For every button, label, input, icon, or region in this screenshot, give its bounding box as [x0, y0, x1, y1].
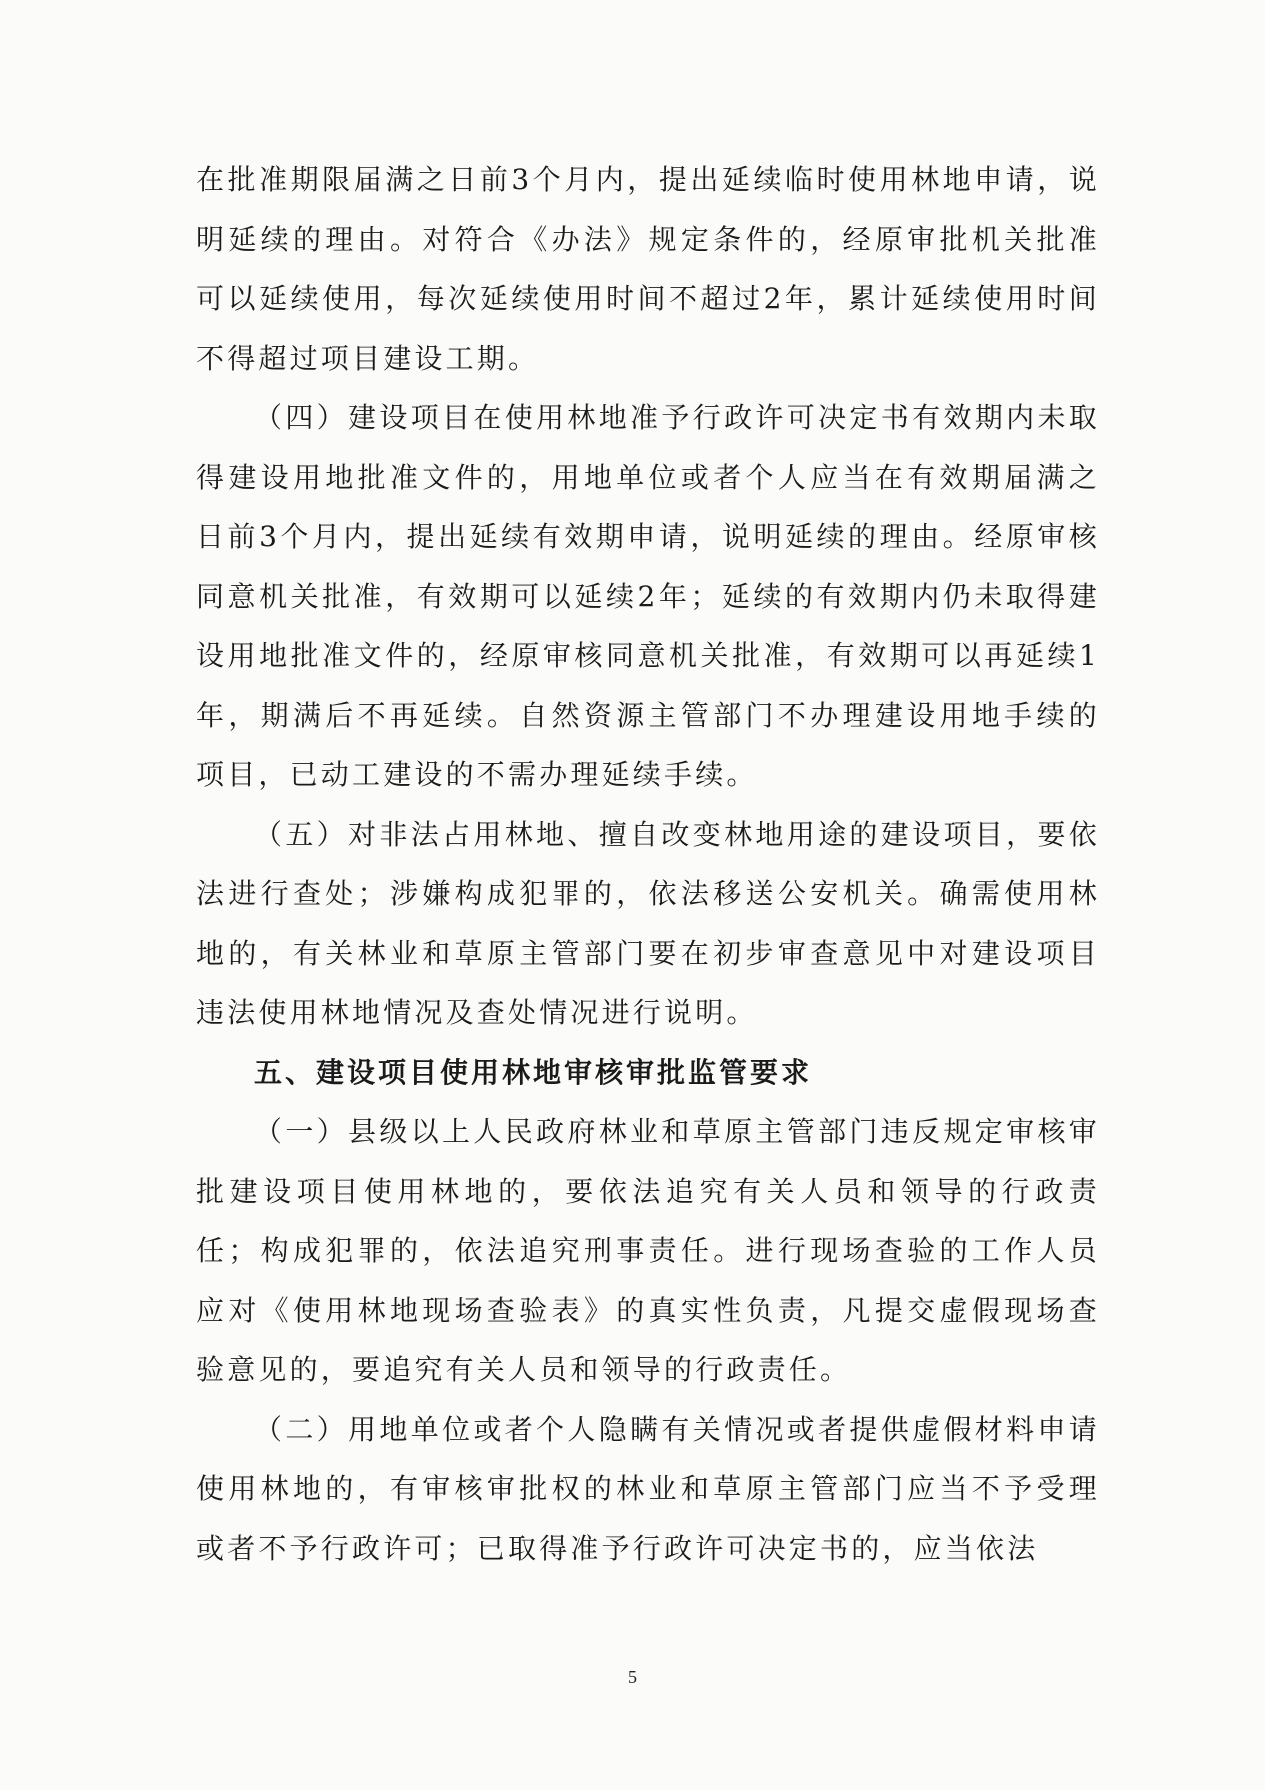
document-body	[196, 150, 1100, 1578]
paragraph-item-4: （四）建设项目在使用林地准予行政许可决定书有效期内未取得建设用地批准文件的，用地单位或者个人应当在有效期届满之日前3个月内，提出延续有效期申请，说明延续的理由。经原审核同意机关批准，有效期可以延续2年；延续的有效期内仍未取得建设用地批准文件的，经原审核同意机关批准，有效期可以再延续1年，期满后不再延续。自然资源主管部门不办理建设用地手续的项目，已动工建设的不需办理延续手续。	[196, 401, 1100, 791]
paragraph-continuation: 在批准期限届满之日前3个月内，提出延续临时使用林地申请，说明延续的理由。对符合《办法》规定条件的，经原审批机关批准可以延续使用，每次延续使用时间不超过2年，累计延续使用时间不得超过项目建设工期。	[196, 163, 1100, 375]
paragraph-item-5: （五）对非法占用林地、擅自改变林地用途的建设项目，要依法进行查处；涉嫌构成犯罪的，依法移送公安机关。确需使用林地的，有关林业和草原主管部门要在初步审查意见中对建设项目违法使用林地情况及查处情况进行说明。	[196, 817, 1100, 1029]
paragraph-item-2: （二）用地单位或者个人隐瞒有关情况或者提供虚假材料申请使用林地的，有审核审批权的林业和草原主管部门应当不予受理或者不予行政许可；已取得准予行政许可决定书的，应当依法	[196, 1412, 1100, 1565]
page-number: 5	[628, 1667, 637, 1687]
section-heading: 五、建设项目使用林地审核审批监管要求	[254, 1055, 813, 1089]
paragraph-item-1: （一）县级以上人民政府林业和草原主管部门违反规定审核审批建设项目使用林地的，要依法追究有关人员和领导的行政责任；构成犯罪的，依法追究刑事责任。进行现场查验的工作人员应对《使用林地现场查验表》的真实性负责，凡提交虚假现场查验意见的，要追究有关人员和领导的行政责任。	[196, 1115, 1100, 1386]
